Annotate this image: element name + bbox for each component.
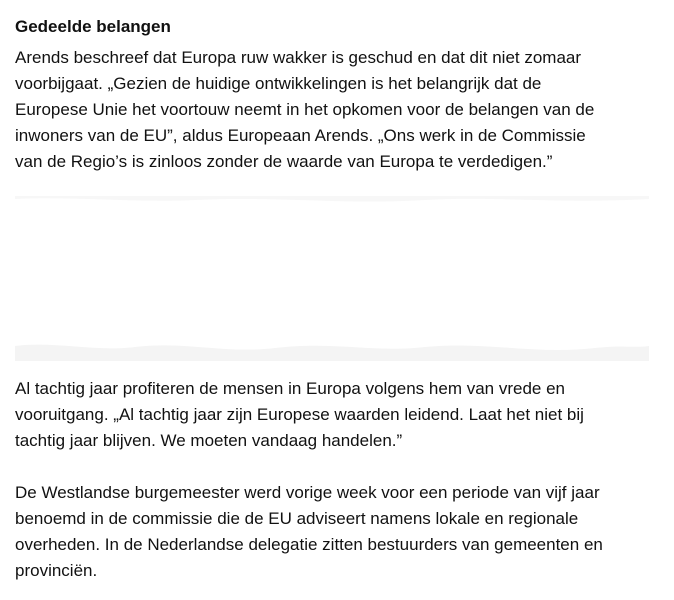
paragraph-line: benoemd in de commissie die de EU adviseert namens lokale en regionale xyxy=(15,509,579,528)
paragraph-line: voorbijgaat. „Gezien de huidige ontwikkelingen is het belangrijk dat de xyxy=(15,74,542,93)
paragraph-line: provinciën. xyxy=(15,561,98,580)
media-placeholder-graphic xyxy=(15,196,649,361)
paragraph-line: Al tachtig jaar profiteren de mensen in Europa volgens hem van vrede en xyxy=(15,379,565,398)
paragraph-line: van de Regio’s is zinloos zonder de waarde van Europa te verdedigen.” xyxy=(15,152,553,171)
section-heading: Gedeelde belangen xyxy=(15,17,171,36)
paragraph-3 xyxy=(15,480,665,584)
paragraph-1 xyxy=(15,45,665,175)
paragraph-line: Europese Unie het voortouw neemt in het opkomen voor de belangen van de xyxy=(15,100,595,119)
paragraph-line: vooruitgang. „Al tachtig jaar zijn Europese waarden leidend. Laat het niet bij xyxy=(15,405,584,424)
paragraph-line: De Westlandse burgemeester werd vorige week voor een periode van vijf jaar xyxy=(15,483,600,502)
paragraph-line: tachtig jaar blijven. We moeten vandaag handelen.” xyxy=(15,431,403,450)
paragraph-line: inwoners van de EU”, aldus Europeaan Arends. „Ons werk in de Commissie xyxy=(15,126,586,145)
paragraph-2 xyxy=(15,376,665,454)
paragraph-line: Arends beschreef dat Europa ruw wakker is geschud en dat dit niet zomaar xyxy=(15,48,582,67)
paragraph-line: overheden. In de Nederlandse delegatie zitten bestuurders van gemeenten en xyxy=(15,535,603,554)
embedded-media-placeholder xyxy=(15,196,649,361)
